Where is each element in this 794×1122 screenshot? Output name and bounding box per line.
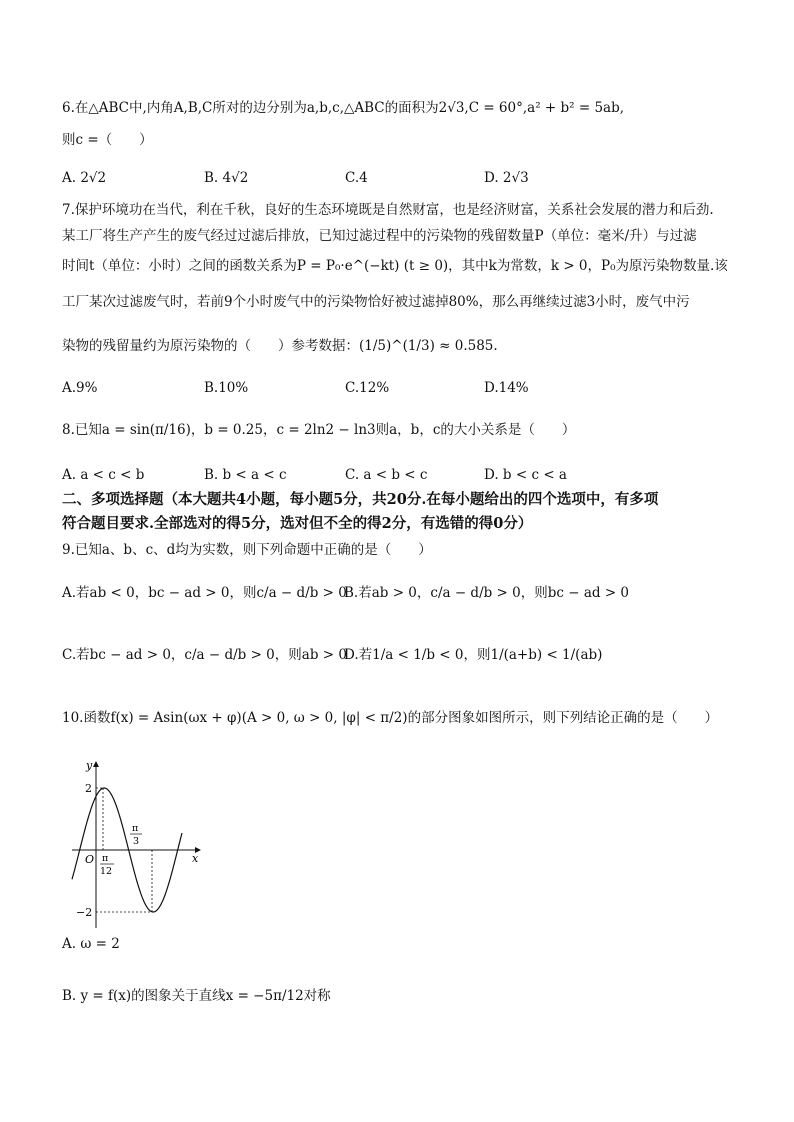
q7-stem-line5: 染物的残留量约为原污染物的（ ）参考数据：(1/5)^(1/3) ≈ 0.585. <box>62 338 498 354</box>
q9-option-b: B.若ab > 0，c/a − d/b > 0，则bc − ad > 0 <box>344 585 630 601</box>
y-axis-label: y <box>86 759 93 772</box>
q7-stem-line1: 7.保护环境功在当代，利在千秋，良好的生态环境既是自然财富，也是经济财富，关系社会发展的潜力和后劲. <box>62 202 714 218</box>
q6-stem-line2: 则c =（ ） <box>62 132 153 148</box>
q8-option-d: D. b < c < a <box>484 467 567 483</box>
q8-stem: 8.已知a = sin(π/16)，b = 0.25，c = 2ln2 − ln3则a，b，c的大小关系是（ ） <box>62 422 576 438</box>
tick-pi12-numerator: π <box>102 853 109 864</box>
q10-stem: 10.函数f(x) = Asin(ωx + φ)(A > 0, ω > 0, |φ| < π/2)的部分图象如图所示，则下列结论正确的是（ ） <box>62 710 719 726</box>
q7-stem-line4: 工厂某次过滤废气时，若前9个小时废气中的污染物恰好被过滤掉80%，那么再继续过滤3小时，废气中污 <box>62 294 690 310</box>
q8-option-a: A. a < c < b <box>62 467 145 483</box>
q6-option-c: C.4 <box>345 170 368 186</box>
q8-option-b: B. b < a < c <box>204 467 287 483</box>
tick-pi12-denominator: 12 <box>100 866 113 877</box>
origin-label: O <box>85 853 95 866</box>
q7-stem-line3: 时间t（单位：小时）之间的函数关系为P = P₀·e^(−kt) (t ≥ 0)，其中k为常数，k > 0，P₀为原污染物数量.该 <box>62 258 728 274</box>
q8-option-c: C. a < b < c <box>345 467 428 483</box>
tick-pi3-numerator: π <box>132 823 139 834</box>
section2-heading-line1: 二、多项选择题（本大题共4小题，每小题5分，共20分.在每小题给出的四个选项中，有多项 <box>62 491 659 508</box>
q6-option-b: B. 4√2 <box>204 170 249 186</box>
min-value-label: −2 <box>76 906 93 919</box>
q7-option-d: D.14% <box>484 380 529 396</box>
q6-option-a: A. 2√2 <box>62 170 107 186</box>
q10-option-a: A. ω = 2 <box>62 936 120 952</box>
q9-option-c: C.若bc − ad > 0，c/a − d/b > 0，则ab > 0 <box>62 647 347 663</box>
q7-option-a: A.9% <box>62 380 98 396</box>
q9-option-a: A.若ab < 0，bc − ad > 0，则c/a − d/b > 0 <box>62 585 347 601</box>
q6-option-d: D. 2√3 <box>484 170 529 186</box>
q6-stem-line1: 6.在△ABC中,内角A,B,C所对的边分别为a,b,c,△ABC的面积为2√3,C = 60°,a² + b² = 5ab, <box>62 100 625 116</box>
max-value-label: 2 <box>85 782 92 795</box>
q7-option-c: C.12% <box>345 380 390 396</box>
q10-sine-graph <box>62 752 212 932</box>
q7-option-b: B.10% <box>204 380 249 396</box>
tick-pi3-denominator: 3 <box>133 836 140 847</box>
q9-option-d: D.若1/a < 1/b < 0，则1/(a+b) < 1/(ab) <box>344 647 603 663</box>
section2-heading-line2: 符合题目要求.全部选对的得5分，选对但不全的得2分，有选错的得0分） <box>62 515 533 532</box>
x-axis-label: x <box>192 852 199 865</box>
q7-stem-line2: 某工厂将生产产生的废气经过过滤后排放，已知过滤过程中的污染物的残留数量P（单位：毫米/升）与过滤 <box>62 228 697 244</box>
q9-stem: 9.已知a、b、c、d均为实数，则下列命题中正确的是（ ） <box>62 542 432 558</box>
q10-option-b: B. y = f(x)的图象关于直线x = −5π/12对称 <box>62 988 331 1004</box>
